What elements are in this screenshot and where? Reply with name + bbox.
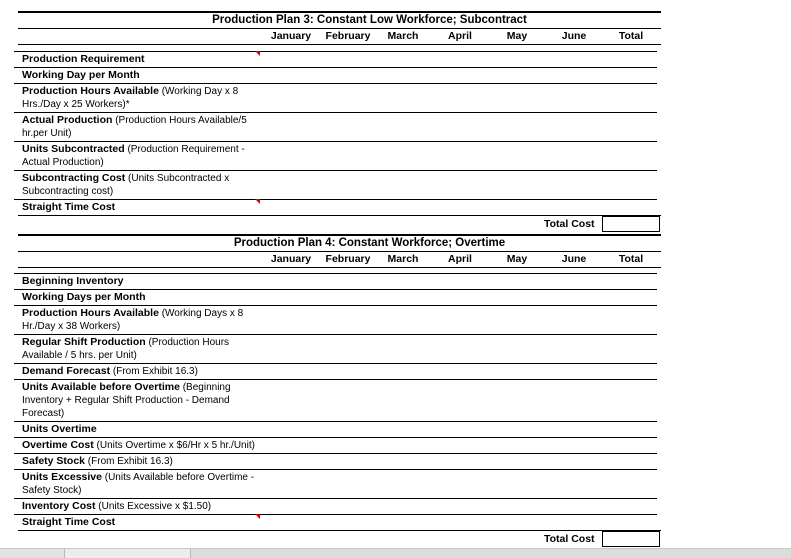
month-may: May [506, 30, 528, 42]
plan3-table [18, 11, 661, 234]
plan4-row-production-hours[interactable]: Production Hours Available (Working Days x 8 Hr./Day x 38 Workers) [18, 305, 258, 334]
plan4-title: Production Plan 4: Constant Workforce; Overtime [233, 237, 506, 249]
plan4-total-cost-label: Total Cost [544, 533, 595, 545]
plan4-row-units-available[interactable]: Units Available before Overtime (Beginning Inventory + Regular Shift Production - Demand Forecast) [18, 379, 258, 421]
plan4-row-beginning-inventory[interactable]: Beginning Inventory [18, 273, 258, 289]
plan4-row-regular-shift[interactable]: Regular Shift Production (Production Hours Available / 5 hrs. per Unit) [18, 334, 258, 363]
month-may: May [506, 253, 528, 265]
plan4-row-units-overtime[interactable]: Units Overtime [18, 421, 258, 437]
plan4-row-straight-time-cost[interactable]: Straight Time Cost [18, 514, 258, 530]
comment-indicator-icon [255, 51, 260, 56]
month-january: January [270, 30, 312, 42]
month-total: Total [618, 253, 644, 265]
month-april: April [448, 253, 472, 265]
comment-indicator-icon [255, 514, 260, 519]
plan4-row-inventory-cost[interactable]: Inventory Cost (Units Excessive x $1.50) [18, 498, 258, 514]
plan3-row-production-hours[interactable]: Production Hours Available (Working Day x 8 Hrs./Day x 25 Workers)* [18, 83, 258, 112]
plan4-total-cost-cell[interactable] [602, 531, 660, 547]
month-january: January [270, 253, 312, 265]
plan3-row-subcontracting-cost[interactable]: Subcontracting Cost (Units Subcontracted x Subcontracting cost) [18, 170, 258, 199]
comment-indicator-icon [255, 199, 260, 204]
plan3-title: Production Plan 3: Constant Low Workforce; Subcontract [212, 14, 527, 26]
plan4-row-demand-forecast[interactable]: Demand Forecast (From Exhibit 16.3) [18, 363, 258, 379]
plan4-row-working-days[interactable]: Working Days per Month [18, 289, 258, 305]
plan4-month-header [18, 252, 661, 268]
plan3-total-cost [18, 215, 661, 234]
plan3-row-units-subcontracted[interactable]: Units Subcontracted (Production Requirement - Actual Production) [18, 141, 258, 170]
plan3-row-working-day[interactable]: Working Day per Month [18, 67, 258, 83]
month-february: February [325, 30, 371, 42]
plan3-total-cost-cell[interactable] [602, 216, 660, 232]
month-total: Total [618, 30, 644, 42]
plan4-table [18, 234, 661, 549]
plan3-month-header [18, 29, 661, 45]
plan3-row-production-requirement[interactable]: Production Requirement [18, 51, 258, 67]
month-february: February [325, 253, 371, 265]
plan4-row-safety-stock[interactable]: Safety Stock (From Exhibit 16.3) [18, 453, 258, 469]
month-june: June [561, 30, 587, 42]
month-march: March [387, 253, 419, 265]
plan3-total-cost-label: Total Cost [544, 218, 595, 230]
plan3-row-actual-production[interactable]: Actual Production (Production Hours Available/5 hr.per Unit) [18, 112, 258, 141]
plan3-row-straight-time-cost[interactable]: Straight Time Cost [18, 199, 258, 215]
month-june: June [561, 253, 587, 265]
plan4-total-cost [18, 530, 661, 549]
month-april: April [448, 30, 472, 42]
plan4-row-overtime-cost[interactable]: Overtime Cost (Units Overtime x $6/Hr x 5 hr./Unit) [18, 437, 258, 453]
month-march: March [387, 30, 419, 42]
plan4-row-units-excessive[interactable]: Units Excessive (Units Available before Overtime - Safety Stock) [18, 469, 258, 498]
